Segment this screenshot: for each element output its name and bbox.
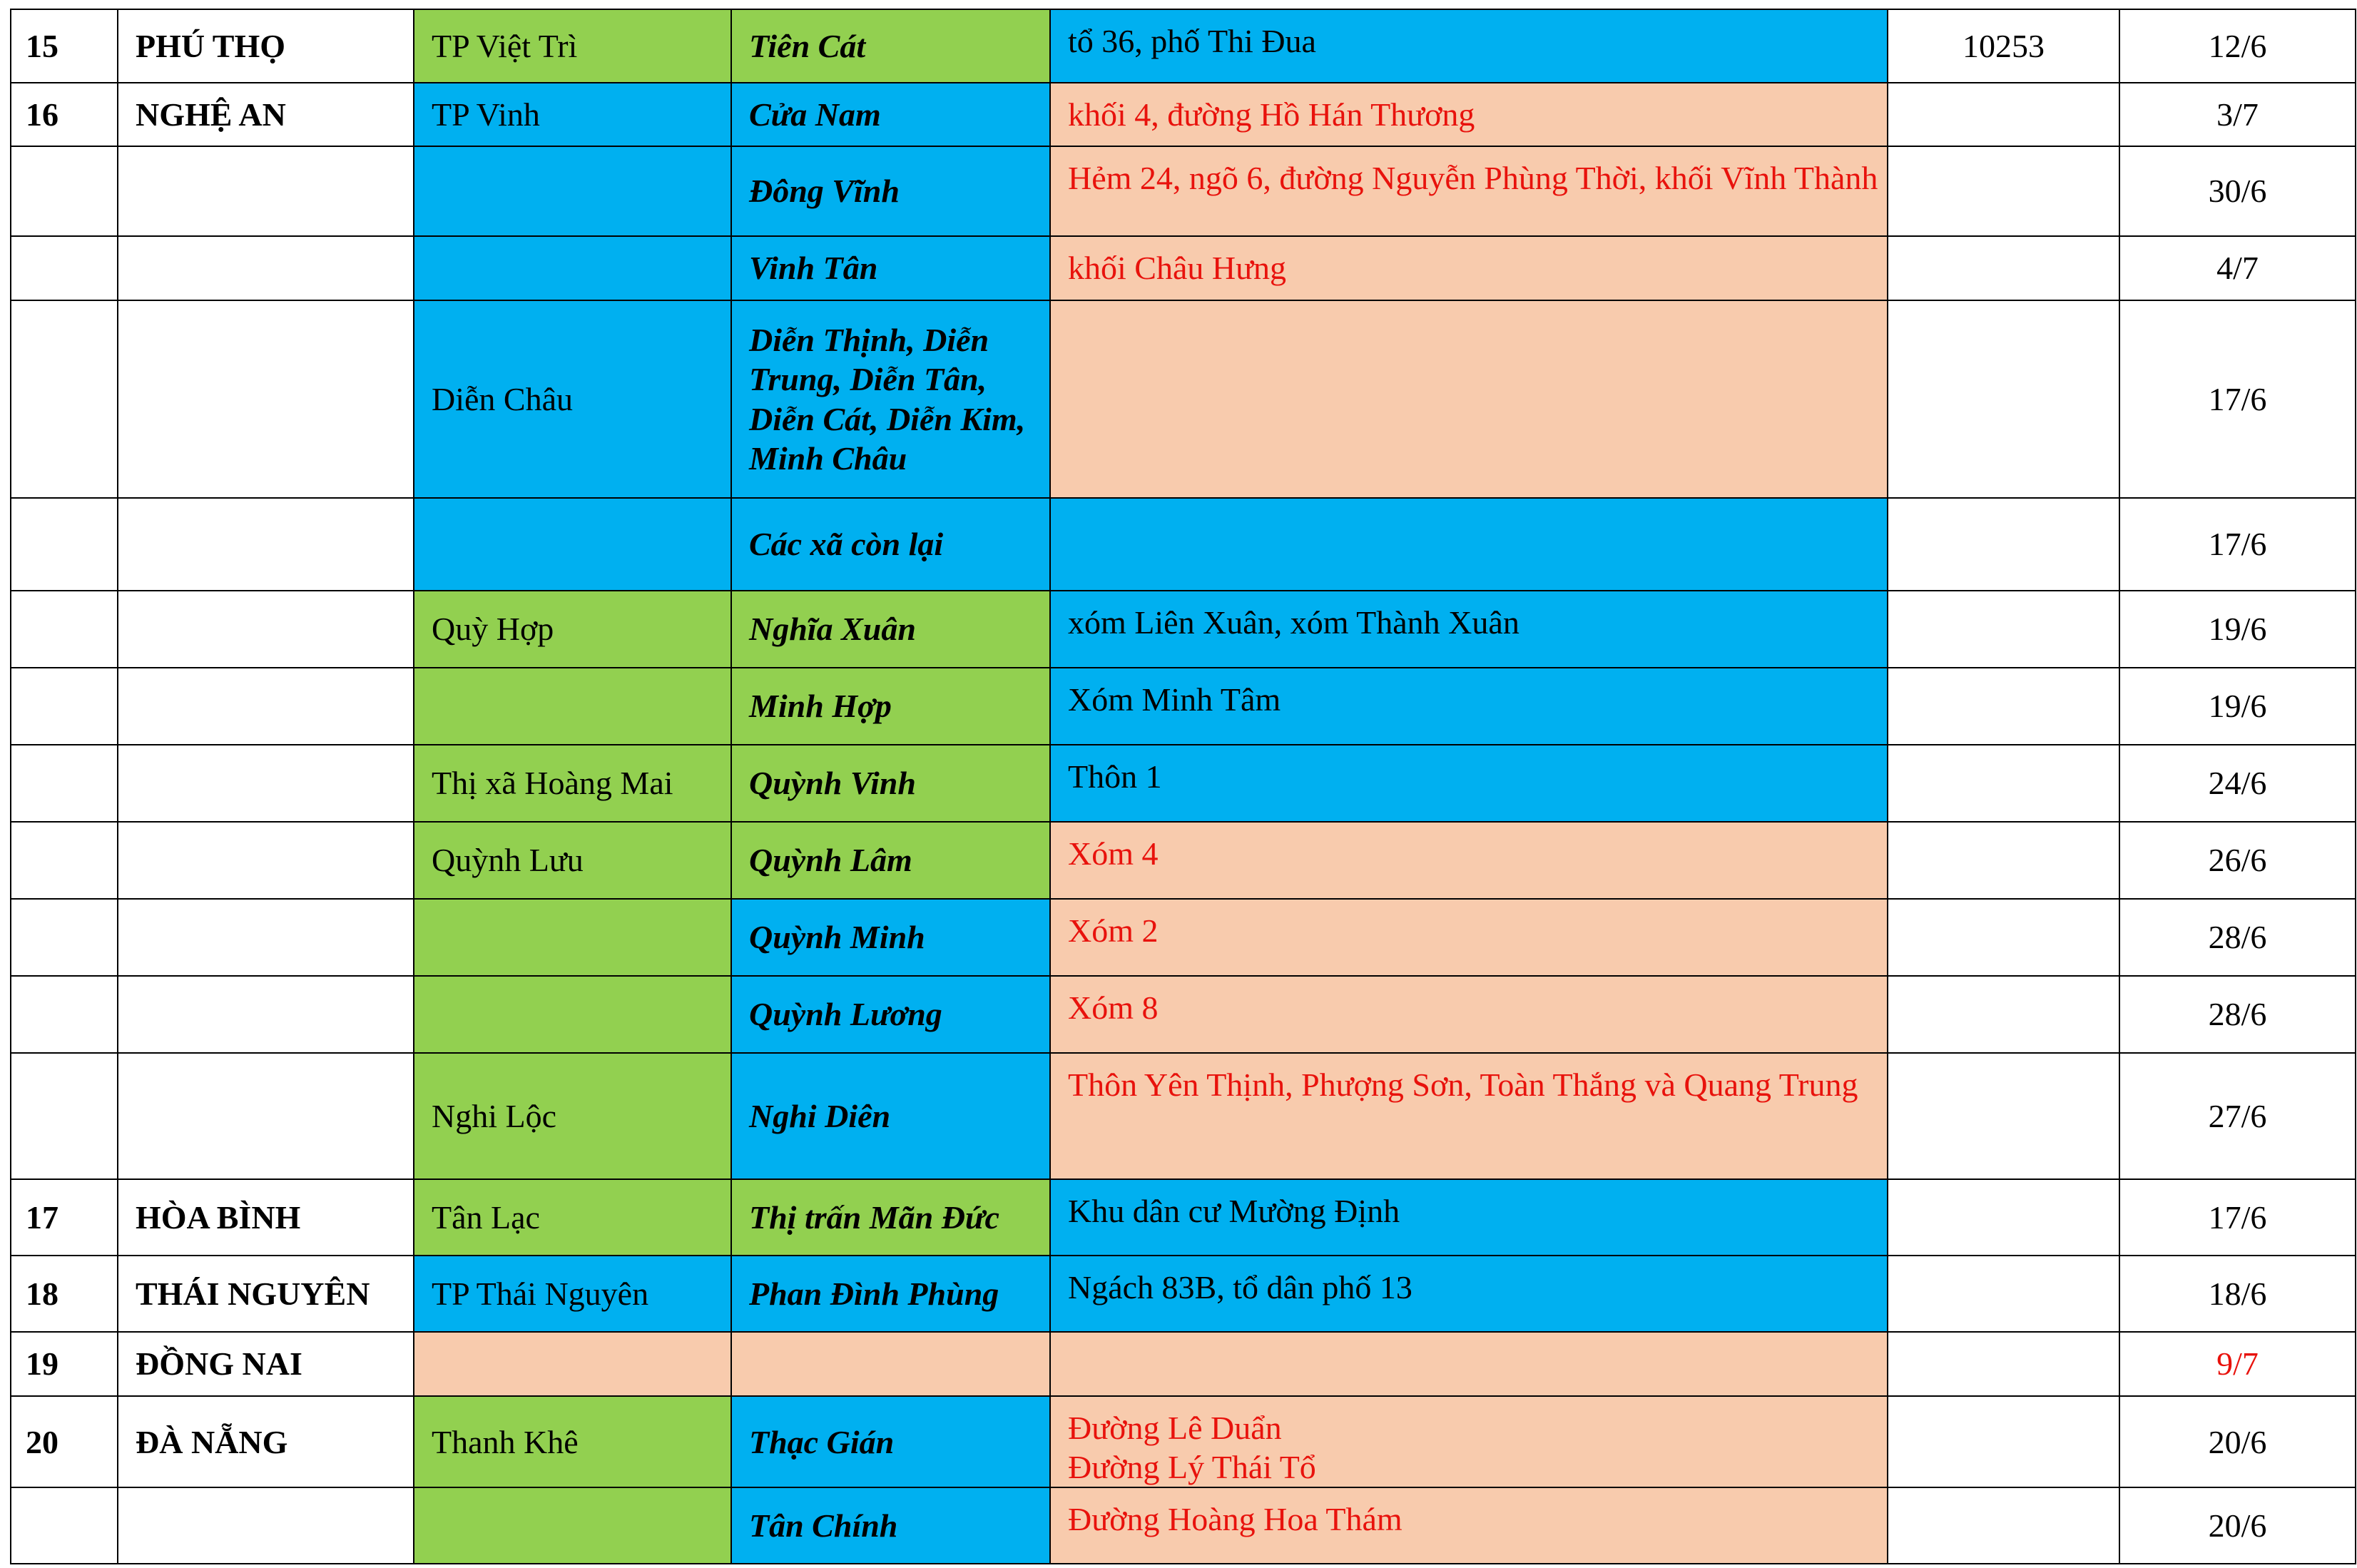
address-cell — [1050, 236, 1888, 300]
table-row — [11, 300, 2356, 498]
province-cell — [118, 1053, 414, 1179]
code-cell — [1888, 146, 2119, 236]
commune-cell: Tân Chính — [731, 1487, 1050, 1564]
province-cell — [118, 300, 414, 498]
date-cell: 19/6 — [2119, 668, 2356, 745]
address-line: Xóm Minh Tâm — [1068, 681, 1281, 718]
address-cell — [1050, 1053, 1888, 1179]
table-row — [11, 591, 2356, 668]
address-cell — [1050, 9, 1888, 83]
address-cell — [1050, 591, 1888, 668]
commune-cell: Đông Vĩnh — [731, 146, 1050, 236]
province-cell — [118, 498, 414, 591]
commune-cell: Tiên Cát — [731, 9, 1050, 83]
province-cell — [118, 976, 414, 1053]
district-cell: Diễn Châu — [414, 300, 731, 498]
commune-cell: Quỳnh Vinh — [731, 745, 1050, 822]
commune-cell: Minh Hợp — [731, 668, 1050, 745]
address-line: Ngách 83B, tổ dân phố 13 — [1068, 1269, 1412, 1305]
address-line: Khu dân cư Mường Định — [1068, 1193, 1400, 1229]
stt-cell — [11, 976, 118, 1053]
address-cell — [1050, 1256, 1888, 1332]
district-cell — [414, 668, 731, 745]
stt-cell — [11, 1487, 118, 1564]
table-body — [11, 9, 2356, 1564]
stt-cell — [11, 498, 118, 591]
table-row — [11, 1396, 2356, 1487]
date-cell: 4/7 — [2119, 236, 2356, 300]
commune-cell: Thạc Gián — [731, 1396, 1050, 1487]
stt-cell — [11, 591, 118, 668]
stt-cell: 15 — [11, 9, 118, 83]
address-cell — [1050, 745, 1888, 822]
address-line: Đường Hoàng Hoa Thám — [1068, 1501, 1403, 1538]
table-row — [11, 1179, 2356, 1256]
table-row — [11, 668, 2356, 745]
stt-cell: 19 — [11, 1332, 118, 1396]
table-row — [11, 236, 2356, 300]
province-cell: PHÚ THỌ — [118, 9, 414, 83]
code-cell — [1888, 300, 2119, 498]
table-row — [11, 899, 2356, 976]
table-row — [11, 1332, 2356, 1396]
address-line: Thôn Yên Thịnh, Phượng Sơn, Toàn Thắng và Quang Trung — [1068, 1066, 1858, 1103]
date-cell: 17/6 — [2119, 1179, 2356, 1256]
date-cell: 17/6 — [2119, 498, 2356, 591]
stt-cell: 17 — [11, 1179, 118, 1256]
province-cell: ĐÀ NẴNG — [118, 1396, 414, 1487]
province-cell: ĐỒNG NAI — [118, 1332, 414, 1396]
commune-cell: Quỳnh Lâm — [731, 822, 1050, 899]
code-cell — [1888, 498, 2119, 591]
stt-cell — [11, 668, 118, 745]
address-line: Xóm 8 — [1068, 989, 1159, 1026]
commune-cell: Cửa Nam — [731, 83, 1050, 146]
table-row — [11, 822, 2356, 899]
district-cell: Thanh Khê — [414, 1396, 731, 1487]
code-cell — [1888, 1396, 2119, 1487]
stt-cell — [11, 745, 118, 822]
commune-cell — [731, 1332, 1050, 1396]
locations-table — [10, 9, 2356, 1564]
district-cell — [414, 498, 731, 591]
district-cell: TP Thái Nguyên — [414, 1256, 731, 1332]
address-cell — [1050, 83, 1888, 146]
stt-cell: 16 — [11, 83, 118, 146]
commune-cell: Vinh Tân — [731, 236, 1050, 300]
province-cell — [118, 899, 414, 976]
date-cell: 26/6 — [2119, 822, 2356, 899]
district-cell: Quỳnh Lưu — [414, 822, 731, 899]
table-row — [11, 83, 2356, 146]
table-row — [11, 1256, 2356, 1332]
commune-cell: Nghĩa Xuân — [731, 591, 1050, 668]
province-cell — [118, 236, 414, 300]
address-line: khối Châu Hưng — [1068, 250, 1287, 286]
province-cell: NGHỆ AN — [118, 83, 414, 146]
address-cell — [1050, 668, 1888, 745]
address-line: Hẻm 24, ngõ 6, đường Nguyễn Phùng Thời, khối Vĩnh Thành — [1068, 160, 1878, 196]
address-line: Thôn 1 — [1068, 758, 1162, 795]
province-cell — [118, 745, 414, 822]
address-line: Xóm 4 — [1068, 835, 1159, 872]
date-cell: 18/6 — [2119, 1256, 2356, 1332]
date-cell: 30/6 — [2119, 146, 2356, 236]
code-cell — [1888, 745, 2119, 822]
district-cell — [414, 236, 731, 300]
date-cell: 28/6 — [2119, 899, 2356, 976]
stt-cell: 18 — [11, 1256, 118, 1332]
district-cell — [414, 899, 731, 976]
stt-cell — [11, 822, 118, 899]
district-cell: Tân Lạc — [414, 1179, 731, 1256]
commune-cell: Thị trấn Mãn Đức — [731, 1179, 1050, 1256]
province-cell: HÒA BÌNH — [118, 1179, 414, 1256]
date-cell: 28/6 — [2119, 976, 2356, 1053]
commune-cell: Các xã còn lại — [731, 498, 1050, 591]
address-line: Xóm 2 — [1068, 912, 1159, 949]
province-cell — [118, 1487, 414, 1564]
table-row — [11, 1053, 2356, 1179]
code-cell — [1888, 1487, 2119, 1564]
province-cell — [118, 822, 414, 899]
table-row — [11, 9, 2356, 83]
district-cell: Quỳ Hợp — [414, 591, 731, 668]
district-cell — [414, 1487, 731, 1564]
date-cell: 19/6 — [2119, 591, 2356, 668]
commune-cell: Quỳnh Lương — [731, 976, 1050, 1053]
address-line: Đường Lê Duẩn — [1068, 1410, 1282, 1446]
table-row — [11, 745, 2356, 822]
district-cell: TP Việt Trì — [414, 9, 731, 83]
commune-cell: Nghi Diên — [731, 1053, 1050, 1179]
table-row — [11, 498, 2356, 591]
date-cell: 12/6 — [2119, 9, 2356, 83]
address-line: Đường Lý Thái Tổ — [1068, 1449, 1316, 1486]
code-cell — [1888, 976, 2119, 1053]
date-cell: 27/6 — [2119, 1053, 2356, 1179]
code-cell — [1888, 899, 2119, 976]
date-cell: 20/6 — [2119, 1396, 2356, 1487]
code-cell: 10253 — [1888, 9, 2119, 83]
address-cell — [1050, 1396, 1888, 1487]
commune-cell: Diễn Thịnh, Diễn Trung, Diễn Tân, Diễn Cát, Diễn Kim, Minh Châu — [731, 300, 1050, 498]
stt-cell — [11, 146, 118, 236]
date-cell: 9/7 — [2119, 1332, 2356, 1396]
commune-cell: Phan Đình Phùng — [731, 1256, 1050, 1332]
address-cell — [1050, 822, 1888, 899]
table-row — [11, 1487, 2356, 1564]
address-cell — [1050, 1487, 1888, 1564]
province-cell — [118, 146, 414, 236]
code-cell — [1888, 668, 2119, 745]
address-cell — [1050, 976, 1888, 1053]
address-line: tổ 36, phố Thi Đua — [1068, 23, 1316, 59]
province-cell — [118, 668, 414, 745]
district-cell — [414, 146, 731, 236]
stt-cell — [11, 300, 118, 498]
code-cell — [1888, 1332, 2119, 1396]
table-row — [11, 976, 2356, 1053]
stt-cell — [11, 236, 118, 300]
code-cell — [1888, 822, 2119, 899]
code-cell — [1888, 1053, 2119, 1179]
date-cell: 24/6 — [2119, 745, 2356, 822]
code-cell — [1888, 1179, 2119, 1256]
stt-cell — [11, 899, 118, 976]
address-cell — [1050, 1332, 1888, 1396]
district-cell: Nghi Lộc — [414, 1053, 731, 1179]
address-cell — [1050, 1179, 1888, 1256]
district-cell — [414, 1332, 731, 1396]
stt-cell: 20 — [11, 1396, 118, 1487]
address-line: xóm Liên Xuân, xóm Thành Xuân — [1068, 604, 1519, 641]
commune-cell: Quỳnh Minh — [731, 899, 1050, 976]
code-cell — [1888, 1256, 2119, 1332]
code-cell — [1888, 83, 2119, 146]
province-cell: THÁI NGUYÊN — [118, 1256, 414, 1332]
district-cell: TP Vinh — [414, 83, 731, 146]
address-cell — [1050, 300, 1888, 498]
table-row — [11, 146, 2356, 236]
address-cell — [1050, 146, 1888, 236]
address-line: khối 4, đường Hồ Hán Thương — [1068, 96, 1475, 133]
date-cell: 20/6 — [2119, 1487, 2356, 1564]
address-cell — [1050, 498, 1888, 591]
code-cell — [1888, 236, 2119, 300]
district-cell — [414, 976, 731, 1053]
code-cell — [1888, 591, 2119, 668]
date-cell: 3/7 — [2119, 83, 2356, 146]
address-cell — [1050, 899, 1888, 976]
stt-cell — [11, 1053, 118, 1179]
district-cell: Thị xã Hoàng Mai — [414, 745, 731, 822]
province-cell — [118, 591, 414, 668]
date-cell: 17/6 — [2119, 300, 2356, 498]
